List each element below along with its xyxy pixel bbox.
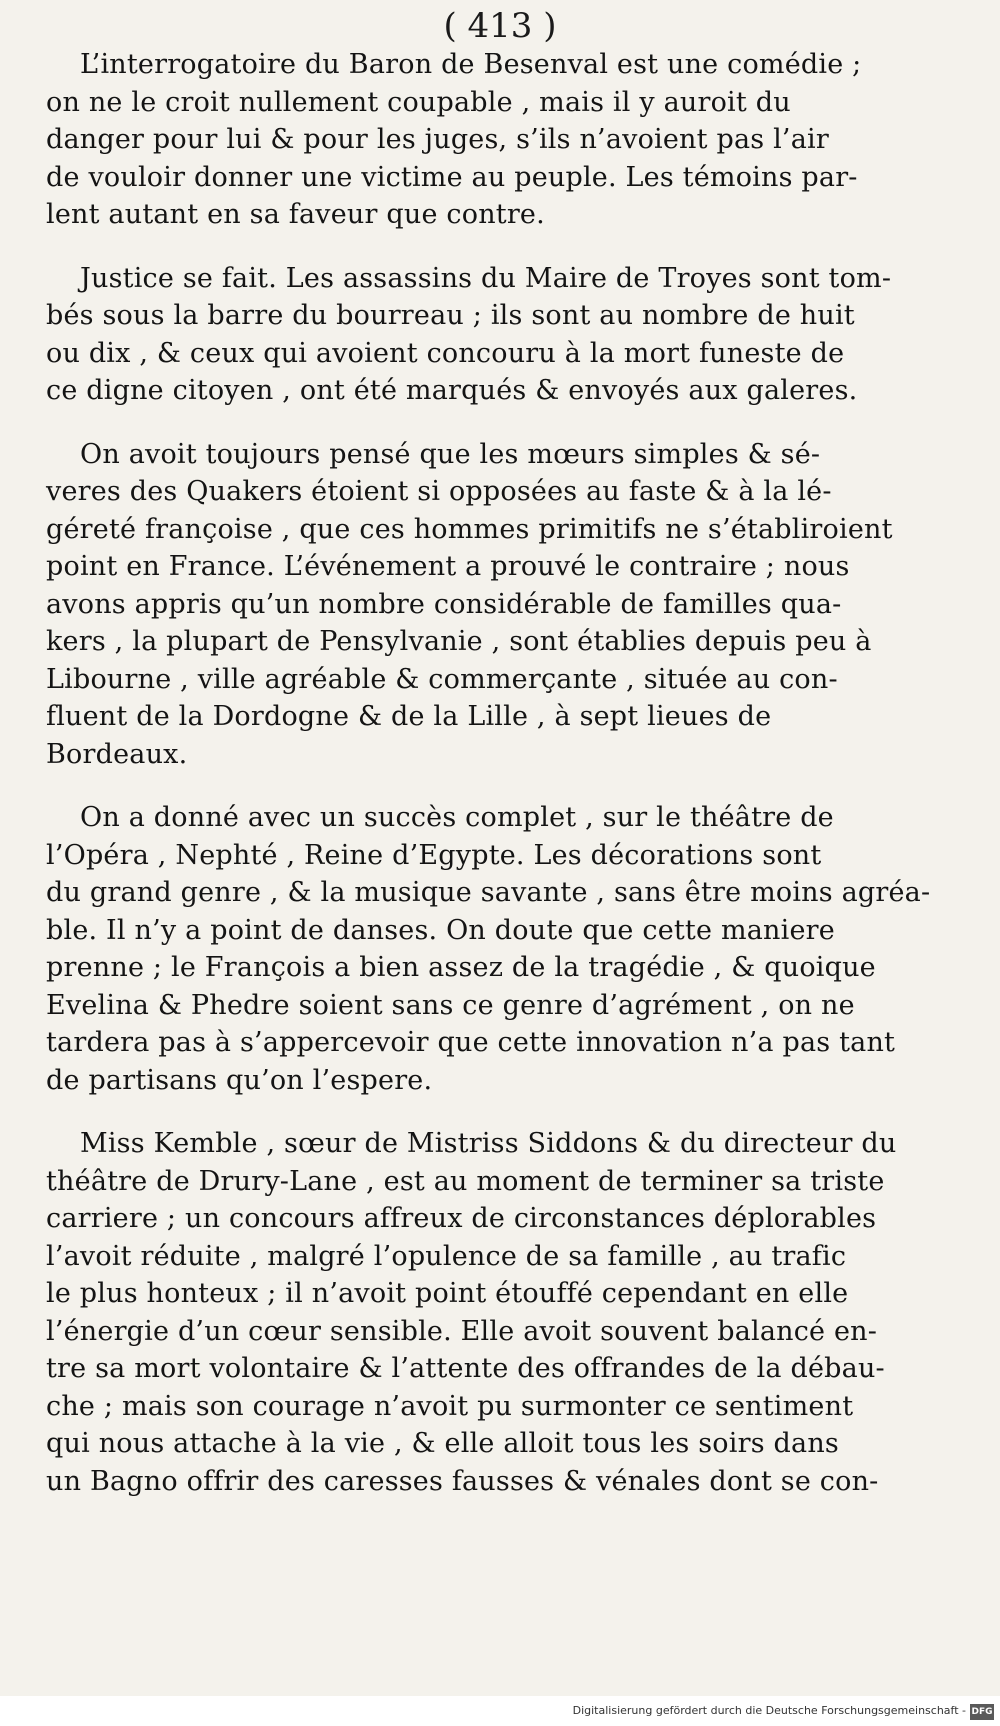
text-line: che ; mais son courage n’avoit pu surmonter ce sentiment [46,1390,854,1422]
text-line: Evelina & Phedre soient sans ce genre d’agrément , on ne [46,989,855,1021]
paragraph-nephte [46,799,946,1099]
text-line: prenne ; le François a bien assez de la tragédie , & quoique [46,952,876,983]
text-line: on ne le croit nullement coupable , mais il y auroit du [46,86,791,118]
text-line: théâtre de Drury-Lane , est au moment de terminer sa triste [46,1165,885,1197]
paragraph-troyes [46,260,946,410]
page-number: ( 413 ) [443,6,557,46]
text-line: On a donné avec un succès complet , sur le théâtre de [80,802,834,833]
text-line: tre sa mort volontaire & l’attente des offrandes de la débau- [46,1353,885,1384]
text-line: L’interrogatoire du Baron de Besenval est une comédie ; [80,49,862,80]
digitization-credit: Digitalisierung gefördert durch die Deutsche Forschungsgemeinschaft - [572,1704,966,1717]
text-line: bés sous la barre du bourreau ; ils sont au nombre de huit [46,300,855,331]
text-line: ou dix , & ceux qui avoient concouru à la mort funeste de [46,337,845,369]
text-line: ble. Il n’y a point de danses. On doute que cette maniere [46,914,835,946]
text-line: de vouloir donner une victime au peuple. Les témoins par- [46,161,858,193]
text-line: de partisans qu’on l’espere. [46,1064,433,1096]
dfg-logo: DFG [970,1704,994,1720]
paragraph-quakers [46,436,946,774]
text-line: kers , la plupart de Pensylvanie , sont établies depuis peu à [46,626,872,657]
text-line: veres des Quakers étoient si opposées au faste & à la lé- [46,476,832,507]
text-line: un Bagno offrir des caresses fausses & vénales dont se con- [46,1465,879,1497]
text-line: Bordeaux. [46,738,188,770]
text-line: l’Opéra , Nephté , Reine d’Egypte. Les décorations sont [46,839,822,871]
text-line: Libourne , ville agréable & commerçante , située au con- [46,663,838,695]
text-line: géreté françoise , que ces hommes primitifs ne s’établiroient [46,513,893,545]
text-line: l’avoit réduite , malgré l’opulence de sa famille , au trafic [46,1240,847,1272]
text-column [46,46,946,1526]
text-line: avons appris qu’un nombre considérable de familles qua- [46,588,842,620]
text-line: lent autant en sa faveur que contre. [46,199,545,230]
text-line: du grand genre , & la musique savante , sans être moins agréa- [46,877,931,908]
text-line: On avoit toujours pensé que les mœurs simples & sé- [80,438,821,470]
paragraph-kemble [46,1125,946,1500]
text-line: point en France. L’événement a prouvé le contraire ; nous [46,551,850,582]
text-line: tardera pas à s’appercevoir que cette innovation n’a pas tant [46,1027,896,1058]
text-line: carriere ; un concours affreux de circonstances déplorables [46,1203,877,1234]
text-line: qui nous attache à la vie , & elle alloit tous les soirs dans [46,1428,839,1459]
text-line: Justice se fait. Les assassins du Maire de Troyes sont tom- [80,262,892,294]
text-line: ce digne citoyen , ont été marqués & envoyés aux galeres. [46,375,858,406]
text-line: danger pour lui & pour les juges, s’ils n’avoient pas l’air [46,124,829,155]
text-line: Miss Kemble , sœur de Mistriss Siddons & du directeur du [80,1128,897,1159]
text-line: l’énergie d’un cœur sensible. Elle avoit souvent balancé en- [46,1315,878,1347]
text-line: le plus honteux ; il n’avoit point étouffé cependant en elle [46,1278,849,1309]
text-line: fluent de la Dordogne & de la Lille , à sept lieues de [46,701,772,732]
paragraph-besenval [46,46,946,234]
